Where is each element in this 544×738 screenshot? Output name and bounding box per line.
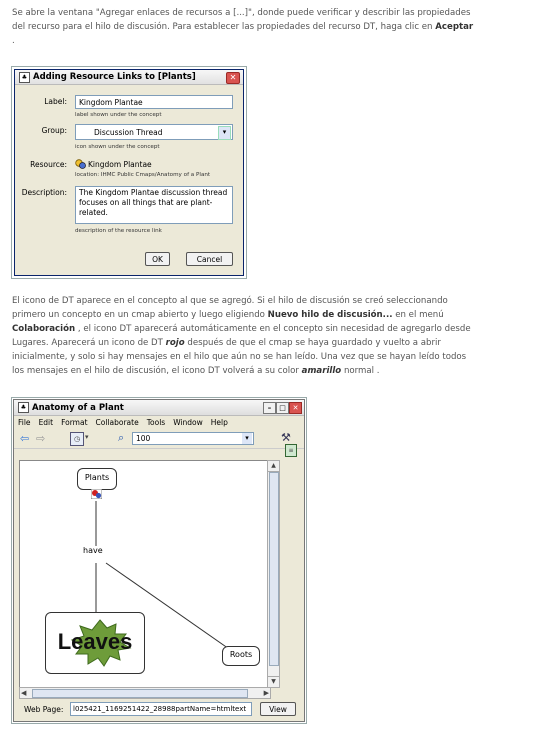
scroll-down-icon[interactable]: ▼ <box>268 676 279 687</box>
menu-collaborate[interactable]: Collaborate <box>95 418 139 427</box>
vertical-scrollbar[interactable] <box>267 460 280 688</box>
group-select[interactable] <box>75 124 233 140</box>
resource-name-row <box>75 159 152 169</box>
minimize-icon[interactable]: – <box>263 402 276 414</box>
menu-help[interactable]: Help <box>210 418 228 427</box>
group-select-value: Discussion Thread <box>94 128 163 137</box>
para2-line-5: inicialmente, y solo si hay mensajes en el hilo que aún no se han leído. Una vez que se hayan leído todos <box>12 352 467 362</box>
description-textarea[interactable]: The Kingdom Plantae discussion thread focuses on all things that are plant-related. <box>75 186 233 224</box>
para2-line-4: Lugares. Aparecerá un icono de DT rojo después de que el cmap se haya guardado y vuelto a abrir <box>12 338 441 348</box>
concept-roots[interactable] <box>222 646 260 666</box>
webpage-input[interactable]: l025421_1169251422_28988partName=htmltext <box>70 702 252 716</box>
zoom-select[interactable] <box>132 432 254 445</box>
concept-roots-label: Roots <box>229 650 253 659</box>
menu-window[interactable]: Window <box>173 418 203 427</box>
para2-line-1: El icono de DT aparece en el concepto al que se agregó. Si el hilo de discusión se creó seleccionando <box>12 296 448 306</box>
list-view-icon[interactable]: ≡ <box>285 444 297 457</box>
menu-tools[interactable]: Tools <box>146 418 166 427</box>
group-hint: icon shown under the concept <box>75 144 160 150</box>
forward-arrow-icon[interactable]: ⇨ <box>36 432 46 445</box>
close-icon[interactable]: ✕ <box>226 72 240 84</box>
menu-format[interactable]: Format <box>61 418 88 427</box>
resource-links-dialog <box>14 69 244 276</box>
intro-line-2: del recurso para el hilo de discusión. Para establecer las propiedades del recurso DT, haga clic en Aceptar <box>12 22 474 32</box>
settings-icon[interactable]: ⚒ <box>281 431 291 444</box>
menu-file[interactable]: File <box>18 418 31 427</box>
aceptar-bold: Aceptar <box>435 22 474 32</box>
scroll-up-icon[interactable]: ▲ <box>268 461 279 472</box>
concept-plants-label: Plants <box>84 473 110 482</box>
resource-name: Kingdom Plantae <box>88 159 152 169</box>
cancel-button[interactable]: Cancel <box>186 252 233 266</box>
discussion-thread-icon <box>75 159 86 169</box>
dt-icon-paragraph <box>12 294 532 378</box>
intro-line-1: Se abre la ventana "Agregar enlaces de recursos a [...]", donde puede verificar y describir las propiedades <box>12 8 471 18</box>
chevron-down-icon[interactable]: ▾ <box>242 433 252 444</box>
cmap-canvas[interactable] <box>19 460 277 688</box>
description-field-label: Description: <box>21 188 67 197</box>
resource-field-label: Resource: <box>30 160 67 169</box>
para2-line-3: Colaboración , el icono DT aparecerá automáticamente en el concepto sin necesidad de agregarlo desde <box>12 324 471 334</box>
cmap-window <box>13 399 305 722</box>
intro-line-3: . <box>12 36 15 46</box>
back-arrow-icon[interactable]: ⇦ <box>20 432 30 445</box>
dialog-title: Adding Resource Links to [Plants] <box>33 72 196 82</box>
concept-leaves-label: Leaves <box>57 629 133 654</box>
menu-bar <box>14 416 304 429</box>
horizontal-scrollbar[interactable] <box>19 687 271 699</box>
resource-location: location: IHMC Public Cmaps/Anatomy of a Plant <box>75 172 211 178</box>
concept-leaves[interactable] <box>45 612 145 674</box>
concept-plants[interactable] <box>77 468 117 490</box>
close-icon[interactable]: ✕ <box>289 402 302 414</box>
history-icon[interactable]: ◷ <box>70 432 84 446</box>
label-hint: label shown under the concept <box>75 112 162 118</box>
vertical-scroll-thumb[interactable] <box>269 472 279 666</box>
horizontal-scroll-thumb[interactable] <box>32 689 248 698</box>
scroll-right-icon[interactable]: ▶ <box>263 689 269 697</box>
maximize-icon[interactable]: □ <box>276 402 289 414</box>
discussion-thread-red-icon[interactable] <box>91 489 102 499</box>
history-dropdown-icon[interactable]: ▾ <box>85 433 89 441</box>
ok-button[interactable]: OK <box>145 252 170 266</box>
description-hint: description of the resource link <box>75 228 162 234</box>
chevron-down-icon[interactable]: ▾ <box>218 126 231 140</box>
label-input[interactable]: Kingdom Plantae <box>75 95 233 109</box>
intro-paragraph <box>12 6 532 48</box>
linking-phrase-have[interactable]: have <box>83 546 103 555</box>
dialog-screenshot <box>11 66 247 279</box>
scroll-left-icon[interactable]: ◀ <box>21 689 27 697</box>
para2-line-2: primero un concepto en un cmap abierto y luego eligiendo Nuevo hilo de discusión... en el menú <box>12 310 444 320</box>
view-button[interactable]: View <box>260 702 296 716</box>
app-icon: ♣ <box>19 72 30 83</box>
zoom-value: 100 <box>136 434 151 443</box>
webpage-label: Web Page: <box>24 705 64 714</box>
window-titlebar <box>14 400 304 416</box>
para2-line-6: los mensajes en el hilo de discusión, el icono DT volverá a su color amarillo normal . <box>12 366 380 376</box>
menu-edit[interactable]: Edit <box>38 418 54 427</box>
group-field-label: Group: <box>41 126 67 135</box>
window-title: Anatomy of a Plant <box>32 402 124 413</box>
cmap-window-screenshot <box>11 397 307 724</box>
label-field-label: Label: <box>44 97 67 106</box>
dialog-titlebar <box>15 70 243 85</box>
zoom-icon: ⌕ <box>118 431 125 444</box>
app-icon: ♣ <box>18 402 29 413</box>
toolbar <box>14 429 304 449</box>
